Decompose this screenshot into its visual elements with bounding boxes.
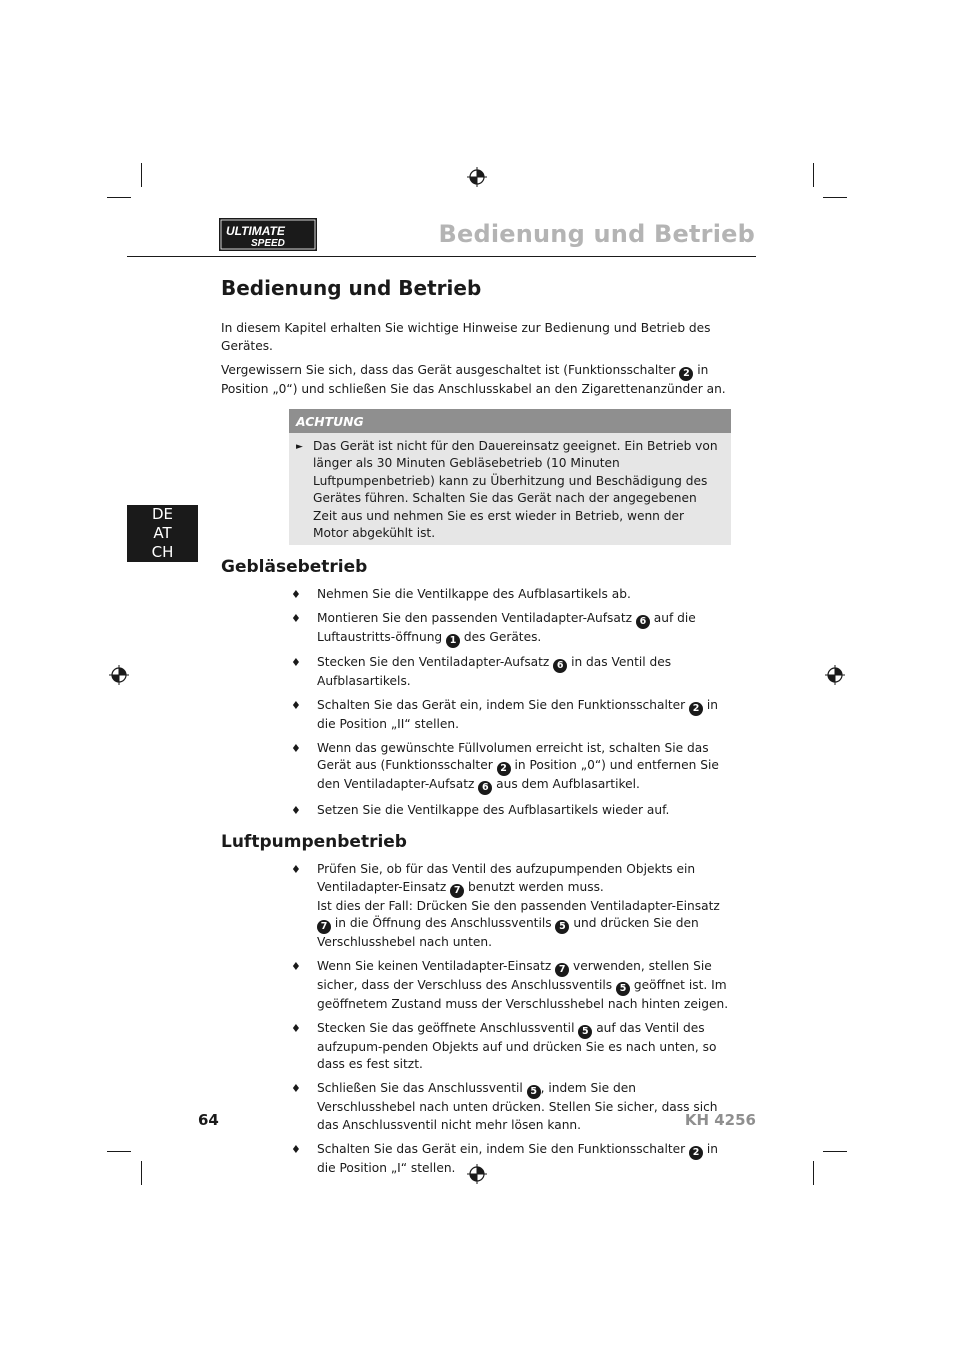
list-item: ♦ Stecken Sie das geöffnete Anschlussventil 5 auf das Ventil des aufzupum-penden Objekts auf und drücken Sie es nach unten, so dass es fest sitzt. [291, 1020, 717, 1072]
bullet-icon: ♦ [291, 960, 301, 974]
part-number-badge: 6 [636, 615, 650, 629]
part-number-badge: 5 [555, 920, 569, 934]
list-item: ♦ Stecken Sie den Ventiladapter-Aufsatz 6 in das Ventil des Aufblasartikels. [291, 655, 672, 689]
luftpumpe-list [291, 861, 733, 1177]
registration-mark-icon [109, 665, 129, 685]
bullet-icon: ♦ [291, 1021, 301, 1035]
registration-mark-icon [467, 167, 487, 187]
crop-mark [823, 197, 847, 198]
page-number: 64 [198, 1111, 219, 1129]
part-number-badge: 5 [616, 982, 630, 996]
part-number-badge: 5 [578, 1025, 592, 1039]
list-item: ♦ Prüfen Sie, ob für das Ventil des aufzupumpenden Objekts ein Ventiladapter-Einsatz 7 benutzt werden muss. Ist dies der Fall: Drücken Sie den passenden Ventiladapter-Einsatz 7 in die Öffnung des Anschlussventils 5 und drücken Sie den Verschlusshebel nach unten. [291, 862, 720, 950]
bullet-icon: ♦ [291, 611, 301, 625]
section-title: Bedienung und Betrieb [221, 276, 482, 300]
bullet-icon: ♦ [291, 803, 301, 817]
part-number-badge: 7 [317, 920, 331, 934]
list-item: ♦ Schließen Sie das Anschlussventil 5 , indem Sie den Verschlusshebel nach unten drücken. Stellen Sie sicher, dass sich das Anschlussventil nicht mehr lösen kann. [291, 1081, 718, 1132]
intro-paragraph: In diesem Kapitel erhalten Sie wichtige Hinweise zur Bedienung und Betrieb des Gerätes. [221, 321, 711, 353]
part-number-badge: 2 [689, 702, 703, 716]
list-item: ♦ Schalten Sie das Gerät ein, indem Sie den Funktionsschalter 2 in die Position „II“ stellen. [291, 698, 718, 732]
part-number-badge: 7 [450, 884, 464, 898]
crop-mark [107, 197, 131, 198]
list-item: ♦ Schalten Sie das Gerät ein, indem Sie den Funktionsschalter 2 in die Position „I“ stellen. [291, 1141, 718, 1175]
list-item: ♦ Nehmen Sie die Ventilkappe des Aufblasartikels ab. [291, 586, 733, 603]
bullet-icon: ♦ [291, 742, 301, 755]
bullet-icon: ♦ [291, 699, 301, 713]
language-ch: CH [151, 543, 174, 561]
svg-text:SPEED: SPEED [251, 238, 285, 249]
preparation-paragraph: Vergewissern Sie sich, dass das Gerät ausgeschaltet ist (Funktionsschalter 2 in Position „0“) und schließen Sie das Anschlusskabel an den Zigarettenanzünder an. [221, 363, 726, 397]
crop-mark [141, 1161, 142, 1185]
bullet-icon: ♦ [291, 863, 301, 877]
part-number-badge: 6 [478, 781, 492, 795]
bullet-icon: ♦ [291, 1082, 301, 1096]
geblaese-list [291, 586, 733, 820]
list-item: ♦ Wenn Sie keinen Ventiladapter-Einsatz 7 verwenden, stellen Sie sicher, dass der Verschluss des Anschlussventils 5 geöffnet ist. Im geöffnetem Zustand muss der Verschlusshebel nach hinten zeigen. [291, 959, 729, 1012]
part-number-badge: 2 [679, 367, 693, 381]
crop-mark [107, 1151, 131, 1152]
model-number: KH 4256 [684, 1111, 756, 1129]
luftpumpe-title: Luftpumpenbetrieb [221, 832, 407, 853]
crop-mark [813, 163, 814, 187]
crop-mark [813, 1161, 814, 1185]
svg-text:ULTIMATE: ULTIMATE [226, 224, 285, 238]
arrow-icon: ► [296, 441, 303, 452]
list-item: ♦ Montieren Sie den passenden Ventiladapter-Aufsatz 6 auf die Luftaustritts-öffnung 1 des Gerätes. [291, 610, 696, 646]
part-number-badge: 7 [555, 963, 569, 977]
registration-mark-icon [825, 665, 845, 685]
header-title: Bedienung und Betrieb [438, 220, 755, 248]
part-number-badge: 6 [553, 659, 567, 673]
part-number-badge: 5 [527, 1085, 541, 1099]
bullet-icon: ♦ [291, 587, 301, 601]
warning-body [289, 433, 731, 545]
bullet-icon: ♦ [291, 656, 301, 670]
warning-heading: ACHTUNG [289, 409, 731, 433]
language-at: AT [153, 524, 172, 542]
part-number-badge: 1 [446, 634, 460, 648]
language-de: DE [151, 505, 174, 523]
warning-text: Das Gerät ist nicht für den Dauereinsatz geeignet. Ein Betrieb von länger als 30 Minuten Gebläsebetrieb (10 Minuten Luftpumpenbetrieb) kann zu Überhitzung und Beschädigung des Gerätes führen. Schalten Sie das Gerät nach der angegebenen Zeit aus und nehmen Sie es erst wieder in Betrieb, wenn der Motor abgekühlt ist. [313, 438, 718, 541]
part-number-badge: 2 [689, 1146, 703, 1160]
language-tab [127, 505, 198, 562]
main-content [221, 276, 733, 1183]
crop-mark [141, 163, 142, 187]
crop-mark [823, 1151, 847, 1152]
bullet-icon: ♦ [291, 1142, 301, 1156]
warning-box [289, 409, 731, 545]
geblaese-title: Gebläsebetrieb [221, 556, 368, 577]
list-item: ♦ Setzen Sie die Ventilkappe des Aufblasartikels wieder auf. [291, 802, 733, 819]
list-item: ♦ Wenn das gewünschte Füllvolumen erreicht ist, schalten Sie das Gerät aus (Funktionsschalter 2 in Position „0“) und entfernen Sie den Ventiladapter-Aufsatz 6 aus dem Aufblasartikel. [291, 741, 719, 794]
ultimate-speed-logo [219, 218, 317, 251]
header-rule [127, 256, 756, 257]
part-number-badge: 2 [497, 762, 511, 776]
